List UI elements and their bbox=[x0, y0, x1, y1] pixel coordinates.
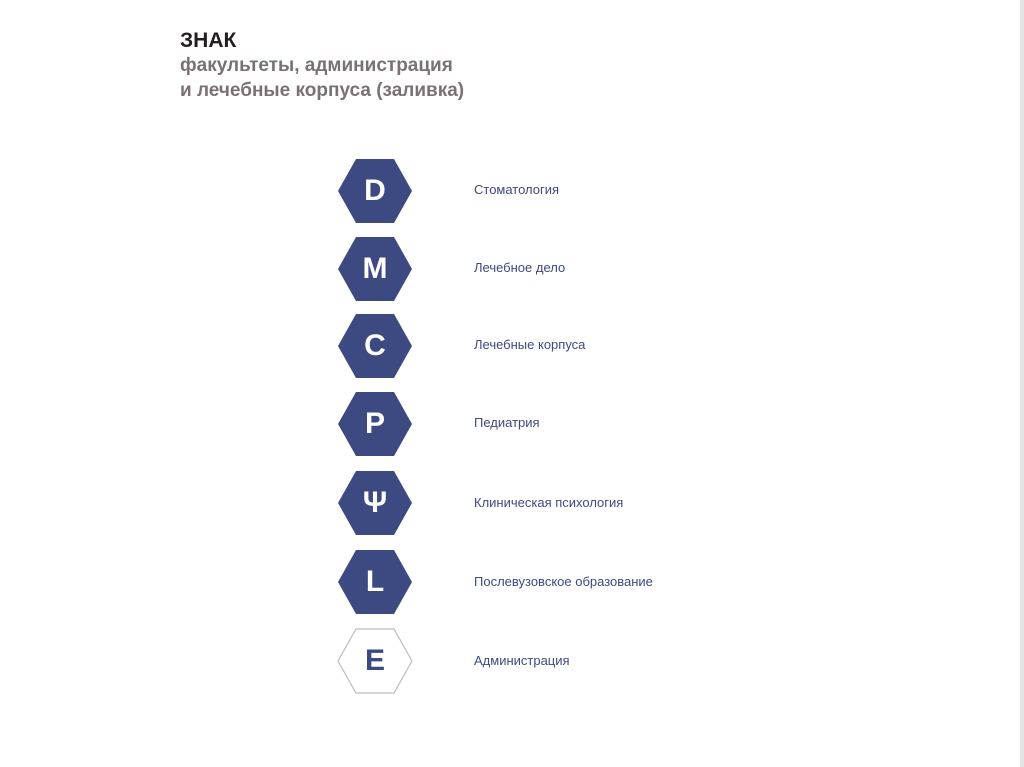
hexagon-marker-clinical-psychology bbox=[337, 470, 413, 536]
marker-letter: M bbox=[362, 252, 388, 285]
hexagon-marker-administration bbox=[337, 628, 413, 694]
marker-label-clinics: Лечебные корпуса bbox=[474, 337, 586, 352]
marker-label-clinical-psychology: Клиническая психология bbox=[474, 495, 624, 510]
hexagon-marker-stomatology bbox=[337, 158, 413, 224]
page-subtitle-line-2: и лечебные корпуса (заливка) bbox=[180, 80, 465, 101]
hexagon-marker-general-medicine bbox=[337, 236, 413, 302]
hexagon-marker-postgraduate bbox=[337, 549, 413, 615]
marker-label-administration: Администрация bbox=[474, 653, 570, 668]
hexagon-marker-pediatrics bbox=[337, 391, 413, 457]
marker-label-stomatology: Стоматология bbox=[474, 182, 560, 197]
marker-label-general-medicine: Лечебное дело bbox=[474, 260, 566, 275]
hexagon-marker-clinics bbox=[337, 313, 413, 379]
marker-label-postgraduate: Послевузовское образование bbox=[474, 574, 653, 589]
page-edge bbox=[1020, 0, 1024, 767]
marker-letter: P bbox=[364, 407, 385, 440]
page-subtitle-line-1: факультеты, администрация bbox=[180, 55, 453, 76]
marker-letter: C bbox=[364, 329, 386, 362]
page-title: ЗНАК bbox=[180, 29, 237, 52]
header bbox=[180, 28, 464, 103]
marker-letter: Ψ bbox=[362, 486, 388, 519]
marker-label-pediatrics: Педиатрия bbox=[474, 415, 540, 430]
marker-letter: D bbox=[364, 174, 386, 207]
marker-letter: E bbox=[364, 644, 385, 677]
marker-letter: L bbox=[365, 565, 385, 598]
